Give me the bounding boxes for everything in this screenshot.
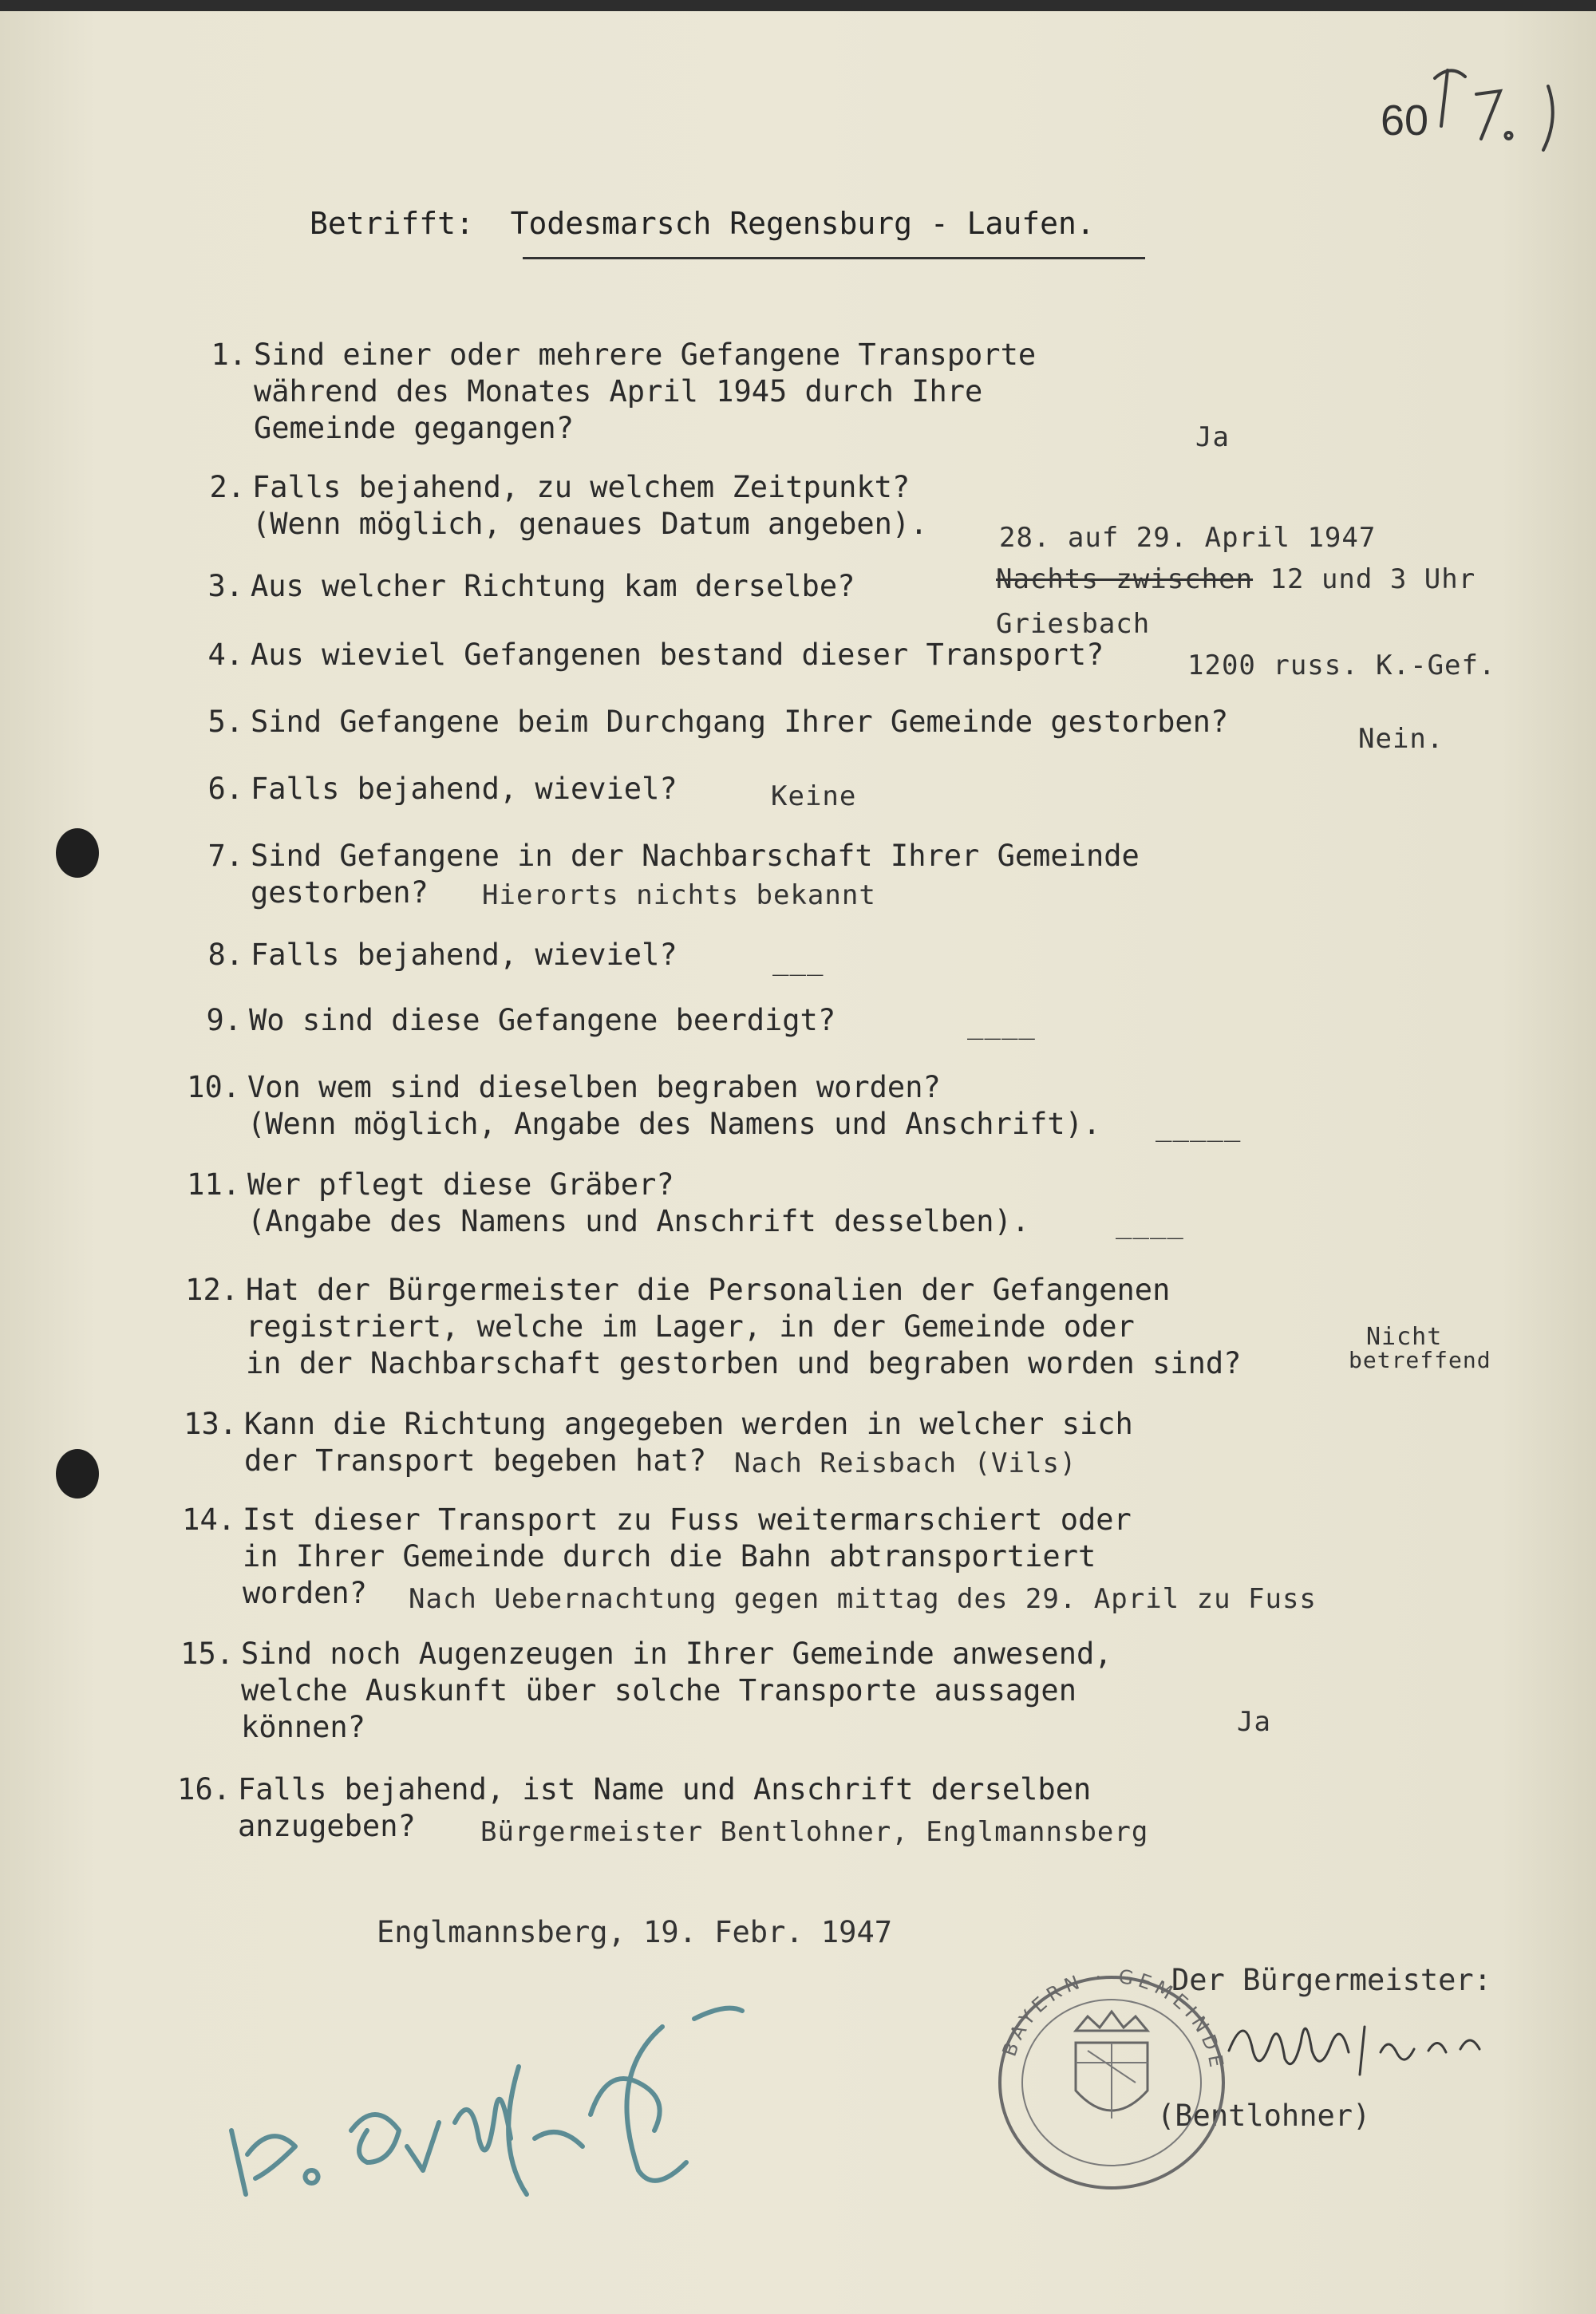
- answer-8: ___: [772, 945, 824, 977]
- signature-title: Der Bürgermeister:: [1171, 1963, 1491, 1997]
- answer-1: Ja: [1195, 421, 1230, 453]
- answer-6: Keine: [771, 780, 857, 812]
- punch-hole-lower: [56, 1449, 99, 1499]
- pencil-annotation: [215, 1971, 790, 2210]
- question-5: 5. Sind Gefangene beim Durchgang Ihrer Gemeinde gestorben?: [207, 705, 1229, 739]
- answer-3: Nachts zwischen 12 und 3 Uhr: [996, 563, 1476, 595]
- answer-9: ____: [967, 1009, 1036, 1041]
- page-number: 60: [1381, 97, 1429, 144]
- subject-label: Betrifft:: [310, 206, 474, 241]
- svg-text:BAYERN · GEMEINDE: [998, 1965, 1229, 2074]
- question-9: 9. Wo sind diese Gefangene beerdigt?: [206, 1003, 836, 1037]
- question-1: 1. Sind einer oder mehrere Gefangene Transporte während des Monates April 1945 durch Ihre Gemeinde gegangen?: [211, 338, 1037, 445]
- question-4: 4. Aus wieviel Gefangenen bestand dieser Transport?: [207, 638, 1104, 672]
- answer-5: Nein.: [1358, 723, 1444, 755]
- answer-14: Nach Uebernachtung gegen mittag des 29. April zu Fuss: [409, 1583, 1317, 1615]
- crown-icon: [1076, 2012, 1148, 2031]
- answer-12-above: Nicht: [1366, 1323, 1443, 1351]
- question-14: 14. Ist dieser Transport zu Fuss weitermarschiert oder in Ihrer Gemeinde durch die Bahn abtransportiert worden?: [182, 1503, 1132, 1610]
- subject-line: [310, 206, 1095, 241]
- official-stamp: [980, 1955, 1243, 2194]
- question-15: 15. Sind noch Augenzeugen in Ihrer Gemeinde anwesend, welche Auskunft über solche Transporte aussagen können?: [180, 1637, 1112, 1744]
- scan-top-edge: [0, 0, 1596, 11]
- answer-11: ____: [1116, 1208, 1184, 1240]
- answer-10: _____: [1156, 1111, 1242, 1143]
- handwritten-page-number: [1428, 62, 1564, 158]
- stamp-text: BAYERN · GEMEINDE: [998, 1965, 1229, 2074]
- place-date: Englmannsberg, 19. Febr. 1947: [377, 1915, 893, 1949]
- answer-4-above: Griesbach: [996, 608, 1151, 640]
- answer-13: Nach Reisbach (Vils): [734, 1447, 1077, 1479]
- question-11: 11. Wer pflegt diese Gräber? (Angabe des Namens und Anschrift desselben).: [187, 1167, 1030, 1238]
- answer-12: betreffend: [1349, 1347, 1491, 1373]
- question-3: 3. Aus welcher Richtung kam derselbe?: [207, 569, 855, 603]
- question-10: 10. Von wem sind dieselben begraben worden? (Wenn möglich, Angabe des Namens und Anschrift).: [187, 1070, 1101, 1141]
- question-2: 2. Falls bejahend, zu welchem Zeitpunkt? (Wenn möglich, genaues Datum angeben).: [209, 470, 928, 541]
- question-12: 12. Hat der Bürgermeister die Personalien der Gefangenen registriert, welche im Lager, in der Gemeinde oder in der Nachbarschaft gestorben und begraben worden sind?: [185, 1273, 1242, 1380]
- subject-title: Todesmarsch Regensburg - Laufen.: [510, 206, 1095, 241]
- question-8: 8. Falls bejahend, wieviel?: [207, 938, 678, 972]
- answer-2: 28. auf 29. April 1947: [999, 522, 1377, 554]
- signature-name: (Bentlohner): [1157, 2099, 1371, 2133]
- question-13: 13. Kann die Richtung angegeben werden in welcher sich der Transport begeben hat?: [184, 1407, 1133, 1478]
- question-6: 6. Falls bejahend, wieviel?: [207, 772, 678, 806]
- answer-4: 1200 russ. K.-Gef.: [1187, 650, 1496, 681]
- answer-3-struck: Nachts zwischen: [996, 563, 1254, 595]
- punch-hole-upper: [56, 828, 99, 878]
- mayor-signature: [1221, 2003, 1508, 2083]
- answer-16: Bürgermeister Bentlohner, Englmannsberg: [480, 1816, 1149, 1848]
- answer-15: Ja: [1237, 1706, 1271, 1738]
- question-7: 7. Sind Gefangene in der Nachbarschaft Ihrer Gemeinde gestorben?: [207, 839, 1140, 910]
- question-16: 16. Falls bejahend, ist Name und Anschrift derselben anzugeben?: [177, 1772, 1092, 1843]
- subject-underline: [523, 257, 1145, 259]
- answer-7: Hierorts nichts bekannt: [482, 879, 876, 911]
